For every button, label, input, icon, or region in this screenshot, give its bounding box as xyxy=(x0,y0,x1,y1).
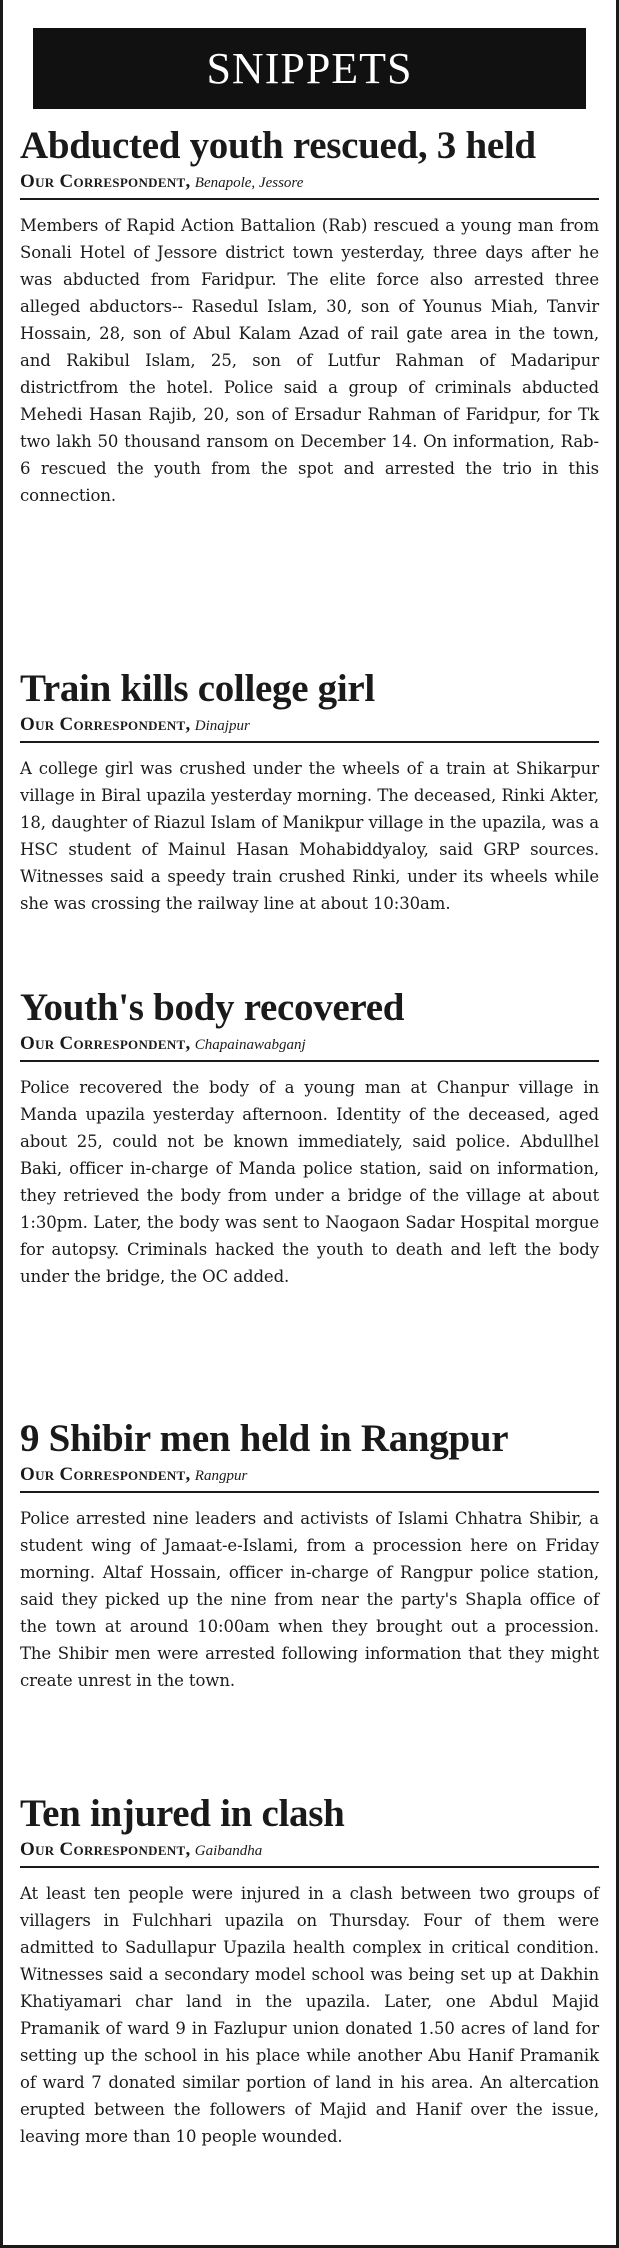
story-headline: Youth's body recovered xyxy=(20,986,405,1029)
story xyxy=(20,123,599,660)
story-body: Police arrested nine leaders and activists of Islami Chhatra Shibir, a student wing of Jamaat-e-Islami, from a procession here on Friday morning. Altaf Hossain, officer in-charge of Rangpur police station, said they picked up the nine from near the party's Shapla office of the town at around 10:00am when they brought out a procession. The Shibir men were arrested following information that they might create unrest in the town. xyxy=(20,1509,599,1690)
story xyxy=(20,1791,599,2150)
byline-location: Rangpur xyxy=(194,1468,248,1484)
byline-author: Our Correspondent, xyxy=(20,714,191,735)
story-body: Police recovered the body of a young man at Chanpur village in Manda upazila yesterday afternoon. Identity of the deceased, aged about 25, could not be known immediately, said police. Abdullhel Baki, officer in-charge of Manda police station, said on information, they retrieved the body from under a bridge of the village at about 1:30pm. Later, the body was sent to Naogaon Sadar Hospital morgue for autopsy. Criminals hacked the youth to death and left the body under the bridge, the OC added. xyxy=(20,1078,599,1286)
section-title: SNIPPETS xyxy=(206,44,413,93)
story-body: At least ten people were injured in a clash between two groups of villagers in Fulchhari upazila on Thursday. Four of them were admitted to Sadullapur Upazila health complex in critical condition. Witnesses said a secondary model school was being set up at Dakhin Khatiyamari char land in the upazila. Later, one Abdul Majid Pramanik of ward 9 in Fazlupur union donated 1.50 acres of land for setting up the school in his place while another Abu Hanif Pramanik of ward 7 donated similar portion of land in his area. An altercation erupted between the followers of Majid and Hanif over the issue, leaving more than 10 people wounded. xyxy=(20,1884,599,2146)
story-body: Members of Rapid Action Battalion (Rab) rescued a young man from Sonali Hotel of Jessore district town yesterday, three days after he was abducted from Faridpur. The elite force also arrested three alleged abductors-- Rasedul Islam, 30, son of Younus Miah, Tanvir Hossain, 28, son of Abul Kalam Azad of rail gate area in the town, and Rakibul Islam, 25, son of Lutfur Rahman of Madaripur districtfrom the hotel. Police said a group of criminals abducted Mehedi Hasan Rajib, 20, son of Ersadur Rahman of Faridpur, for Tk two lakh 50 thousand ransom on December 14. On information, Rab-6 rescued the youth from the spot and arrested the trio in this connection. xyxy=(20,216,599,505)
story-byline xyxy=(20,1462,599,1493)
story-byline xyxy=(20,712,599,743)
story-headline: Ten injured in clash xyxy=(20,1792,345,1835)
byline-location: Dinajpur xyxy=(194,718,250,734)
byline-author: Our Correspondent, xyxy=(20,1464,191,1485)
byline-author: Our Correspondent, xyxy=(20,1839,191,1860)
byline-author: Our Correspondent, xyxy=(20,171,191,192)
byline-location: Chapainawabganj xyxy=(194,1037,306,1053)
story xyxy=(20,985,599,1410)
byline-location: Benapole, Jessore xyxy=(194,175,304,191)
story-byline xyxy=(20,1031,599,1062)
story-headline: Abducted youth rescued, 3 held xyxy=(20,124,536,167)
byline-author: Our Correspondent, xyxy=(20,1033,191,1054)
story-headline: Train kills college girl xyxy=(20,667,375,710)
story xyxy=(20,1416,599,1785)
story-body: A college girl was crushed under the wheels of a train at Shikarpur village in Biral upazila yesterday morning. The deceased, Rinki Akter, 18, daughter of Riazul Islam of Manikpur village in the upazila, was a HSC student of Mainul Hasan Mohabiddyaloy, said GRP sources. Witnesses said a speedy train crushed Rinki, under its wheels while she was crossing the railway line at about 10:30am. xyxy=(20,759,599,913)
story-byline xyxy=(20,169,599,200)
story-headline: 9 Shibir men held in Rangpur xyxy=(20,1417,509,1460)
story-byline xyxy=(20,1837,599,1868)
section-banner xyxy=(33,28,586,109)
byline-location: Gaibandha xyxy=(194,1843,263,1859)
story xyxy=(20,666,599,979)
